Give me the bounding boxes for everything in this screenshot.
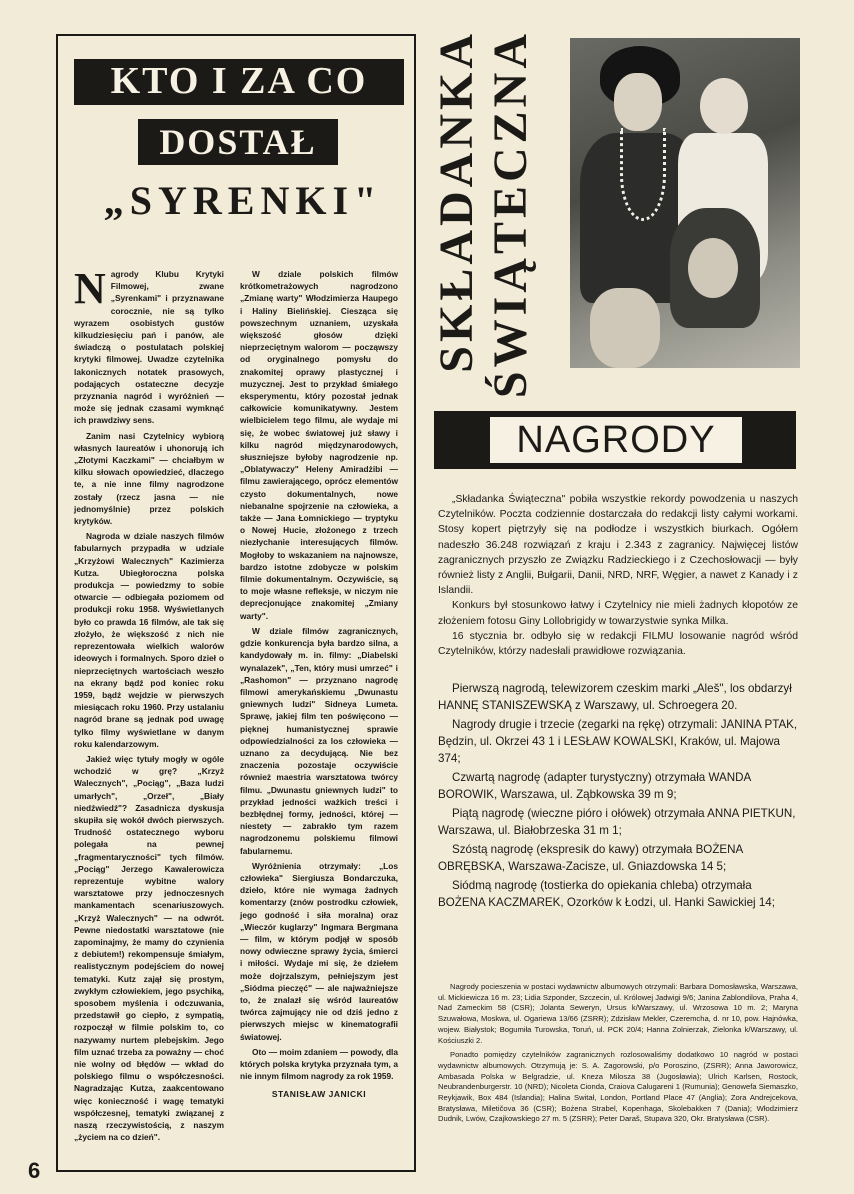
paragraph: Oto — moim zdaniem — powody, dla których polska krytyka przyznała tym, a nie innym filmom nagrody za rok 1959. [240,1046,398,1082]
winner-entry: Piątą nagrodę (wieczne pióro i ołówek) otrzymała ANNA PIETKUN, Warszawa, ul. Białobrzeska 31 m 1; [438,807,796,837]
nagrody-heading-band [434,411,796,469]
winners-list [438,680,798,913]
nagrody-heading: NAGRODY [490,417,742,463]
page-number: 6 [28,1158,41,1183]
author-signature: STANISŁAW JANICKI [271,1089,367,1100]
article-column-right [240,268,398,1101]
paragraph: Wyróżnienia otrzymały: „Los człowieka" Siergiusza Bondarczuka, dzieło, które nie wymaga żadnych komentarzy (znów postrodku człowiek, jego godność i siła moralna) oraz „Wieczór kuglarzy" Ingmara Bergmana — film, w którym podjął w sposób nowy odwieczne sprawy życia, śmierci i miłości. Wydaje mi się, że dziełem może dojrzalszym, pełniejszym jest „Siódma pieczęć" — ale najważniejsze to, że znalazł się wśród laureatów twórca zajmujący nie od dziś jedno z pierwszych miejsc w kinematografii światowej. [240,860,398,1042]
winner-entry: Siódmą nagrodę (tostierka do opiekania chleba) otrzymała BOŻENA KACZMAREK, Ozorków k Łodzi, ul. Hanki Sawickiej 14; [438,879,775,909]
article-column-left [74,264,224,1146]
paragraph: agrody Klubu Krytyki Filmowej, zwane „Syrenkami" i przyznawane corocznie, nie są tylko wyrazem osobistych gustów kilkudziesięciu pań i panów, ale świadczą o postulatach polskiej krytyki filmowej. Uwadze czytelnika lakonicznych notatek prasowych, podających ostateczne decyzje przyznania nagród i wyróżnień — może się jednak czasami wymknąć ich prawdziwy sens. [74,269,224,426]
paragraph: Konkurs był stosunkowo łatwy i Czytelnicy nie mieli żadnych kłopotów ze złożeniem fotosu Giny Lollobrigidy w towarzystwie synka Milka. [438,600,798,627]
paragraph: Jakież więc tytuły mogły w ogóle wchodzić w grę? „Krzyż Walecznych", „Pociąg", „Baza ludzi umarłych", „Orzeł", „Biały niedźwiedź"? Zasadnicza dyskusja skupiła się wokół dwóch pierwszych. Trudność ostatecznego wyboru polegała na pewnej „fragmentaryczności" tych filmów. „Pociąg" Jerzego Kawalerowicza reprezentuje wybitne walory warsztatowe przy jednoczesnych mankamentach scenariuszowych. „Krzyż Walecznych" — na odwrót. Pewne niedostatki warsztatowe (nie zapominajmy, że mamy do czynienia z debiutem!) rekompensuje śmiałym, realistycznym podejściem do nowej tematyki. Kutz zajął się prostym, zwykłym człowiekiem, jego psychiką, sposobem myślenia i odczuwania, przedstawił go ciepło, z sympatią, rozpoczął w filmie polskim to, co nazywamy nurtem plebejskim. Jego film uznać trzeba za poważny — choć nie wolny od błędów — wkład do polskiego filmu o współczesności. Nagradzając Kutza, zaakcentowano więc konieczność i wagę tematyki współczesnej, tematyki związanej z naszą rzeczywistością, z naszym „życiem na co dzień". [74,753,224,1143]
article-title-line2: DOSTAŁ [138,119,338,165]
paragraph: W dziale filmów zagranicznych, gdzie konkurencja była bardzo silna, a kandydowały m. in. filmy: „Diabelski wynalazek", „Ten, który musi umrzeć" i „Rashomon" — przyznano nagrodę filmowi amerykańskiemu „Dwunastu gniewnych ludzi" Sidneya Lumeta. Sprawę, jakiej film ten poświęcono — pięknej humanistycznej sprawie odpowiedzialności za los człowieka — uznano za decydującą. Nie bez znaczenia pozostaje oczywiście również maestria warsztatowa twórcy filmu. „Dwunastu gniewnych ludzi" to przykład jedności ważkich treści i bezbłędnej formy, jedności, której — niestety — zabrakło tym razem nagrodzonemu polskiemu filmowi fabularnemu. [240,625,398,856]
drop-cap: N [74,264,106,313]
article-title-line1: KTO I ZA CO [74,59,404,105]
paragraph: Ponadto pomiędzy czytelników zagranicznych rozlosowaliśmy dodatkowo 10 nagród w postaci wydawnictw albumowych. Otrzymują je: S. A. Zagorowski, p/o Poroszino, (ZSRR); Anna Jaworowicz, Ambasada Polska w Belgradzie, ul. Kneza Milosza 38 (Jugosławia); Ulrich Karlsen, Rostock, Neubrandenburgerstr. 10 (NRD); Nicoleta Cionda, Craiova Calugareni 1 (Rumunia); Genowefa Siemaszko, Reykjawik, Box 484 (Islandia); Halina Switał, London, Portland Place 47 (Anglia); Zora Andrejcekova, Bratysława, Miletičova 36 (CSR); Bożena Strabel, Kopenhaga, Skolebakken 7 (Dania); Włodzimierz Dudnik, Lwów, Czajkowskiego 27 m. 5 (ZSRR); Peter Daraš, Stupava 320, Okr. Bratysława (CSR). [438,1050,798,1124]
winner-entry: Czwartą nagrodę (adapter turystyczny) otrzymała WANDA BOROWIK, Warszawa, ul. Ząbkowska 39 m 9; [438,771,751,801]
article-title-line3: „SYRENKI" [103,178,383,223]
section-vertical-title [430,30,543,399]
winner-entry: Nagrody drugie i trzecie (zegarki na rękę) otrzymali: JANINA PTAK, Będzin, ul. Okrzei 43 1 i LESŁAW KOWALSKI, Kraków, ul. Majowa 374; [438,718,798,765]
winner-entry: Pierwszą nagrodą, telewizorem czeskim marki „Aleš", los obdarzył HANNĘ STANISZEWSKĄ z Warszawy, ul. Schroegera 20. [438,682,792,712]
paragraph: Nagrody pocieszenia w postaci wydawnictw albumowych otrzymali: Barbara Domosławska, Warszawa, ul. Mickiewicza 16 m. 23; Lidia Szponder, Szczecin, ul. Królowej Jadwigi 9/6; Janina Zablondilova, Praha 4, Nad Zameckim 58 (CSR); Jolanta Seweryn, Ursus k/Warszawy, ul. Wrzosowa 10 m. 2; Maryna Szuwałowa, Moskwa, ul. Ogariewa 13/66 (ZSRR); Zdzisław Mekler, Czeremcha, d. nr 10, pow. Hajnówka, wojew. Białystok; Bogumiła Turowska, Toruń, ul. PCK 20/4; Hanna Zolnierzak, Zielonka k/Warszawy, ul. Kościuszki 2. [438,982,798,1045]
paragraph: 16 stycznia br. odbyło się w redakcji FILMU losowanie nagród wśród Czytelników, którzy nadesłali prawidłowe rozwiązania. [438,630,798,658]
paragraph: Zanim nasi Czytelnicy wybiorą własnych laureatów i uhonorują ich „Złotymi Kaczkami" — chciałbym w kilku słowach opowiedzieć, dlaczego te, a nie inne filmy nagrodzone zostały (rzecz jasna — nie jednomyślnie) przez polskich krytyków. [74,430,224,527]
contest-intro [438,492,798,659]
paragraph: Nagroda w dziale naszych filmów fabularnych przypadła w udziale „Krzyżowi Walecznych" Kazimierza Kutza. Ubiegłoroczna polska produkcja — powiedzmy to sobie otwarcie — odbiegała poziomem od produkcji roku 1958. Wyświetlanych było co prawda 16 filmów, ale tak się złożyło, że większość z nich nie reprezentowała wielkich walorów ideowych i formalnych. Sporo dzieł o nieprzeciętnych wartościach weszło na ekrany bądź pod koniec roku 1959, bądź wejdzie w pierwszych miesiącach roku 1960. Przy ustalaniu nagród brane są jednak pod uwagę tylko filmy wyświetlane w danym roku kalendarzowym. [74,531,224,749]
paragraph: W dziale polskich filmów krótkometrażowych nagrodzono „Zmianę warty" Włodzimierza Haupego i Haliny Bielińskiej. Ciesząca się powszechnym uznaniem, uzyskała większość głosów dzięki nieprzeciętnym walorom — począwszy od oryginalnego pomysłu do znakomitej oprawy plastycznej i muzycznej. Jest to przykład śmiałego eksperymentu, który pozostał jednak całkowicie komunikatywny. Jestem wielbicielem tego filmu, ale wydaje mi się, że wobec światowej już sławy i kilku nagród międzynarodowych, słuszniejsze byłoby nagrodzenie np. „Oblatywaczy" Heleny Amiradżibi — filmu zawierającego, oprócz elementów czysto dokumentalnych, nowe niebanalne spojrzenie na człowieka, a także — Jana Łomnickiego — tryptyku o Nowej Hucie, złożonego z trzech niezłychanie interesujących filmów. Mogłoby to wskazaniem na najnowsze, bardzo istotne zdobycze w polskim filmie dokumentalnym. Oczywiście, są to moje własne refleksje, w niczym nie deprecjonujące znakomitej „Zmiany warty". [240,269,398,621]
gina-lollobrigida-photo [570,38,800,368]
vertical-title-line2: ŚWIĄTECZNA [484,30,537,399]
paragraph: „Składanka Świąteczna" pobiła wszystkie rekordy powodzenia u naszych Czytelników. Poczta codziennie dostarczała do redakcji listy całymi workami. Stosy kopert piętrzyły się na podłodze i wszystkich biurkach. Ogółem nadeszło 36.248 rozwiązań z kraju i 2.343 z zagranicy. Najwięcej listów zagranicznych przyszło ze Związku Radzieckiego i z Czechosłowacji — były również listy z Anglii, Bułgarii, Danii, NRD, NRF, Węgier, a nawet z Kanady i z Islandii. [438,494,798,597]
winner-entry: Szóstą nagrodę (ekspresik do kawy) otrzymała BOŻENA OBRĘBSKA, Warszawa-Zacisze, ul. Gniazdowska 14 5; [438,843,743,873]
vertical-title-line1: SKŁADANKA [430,30,483,373]
consolation-prizes [438,982,798,1129]
syrenki-article [56,34,416,1172]
